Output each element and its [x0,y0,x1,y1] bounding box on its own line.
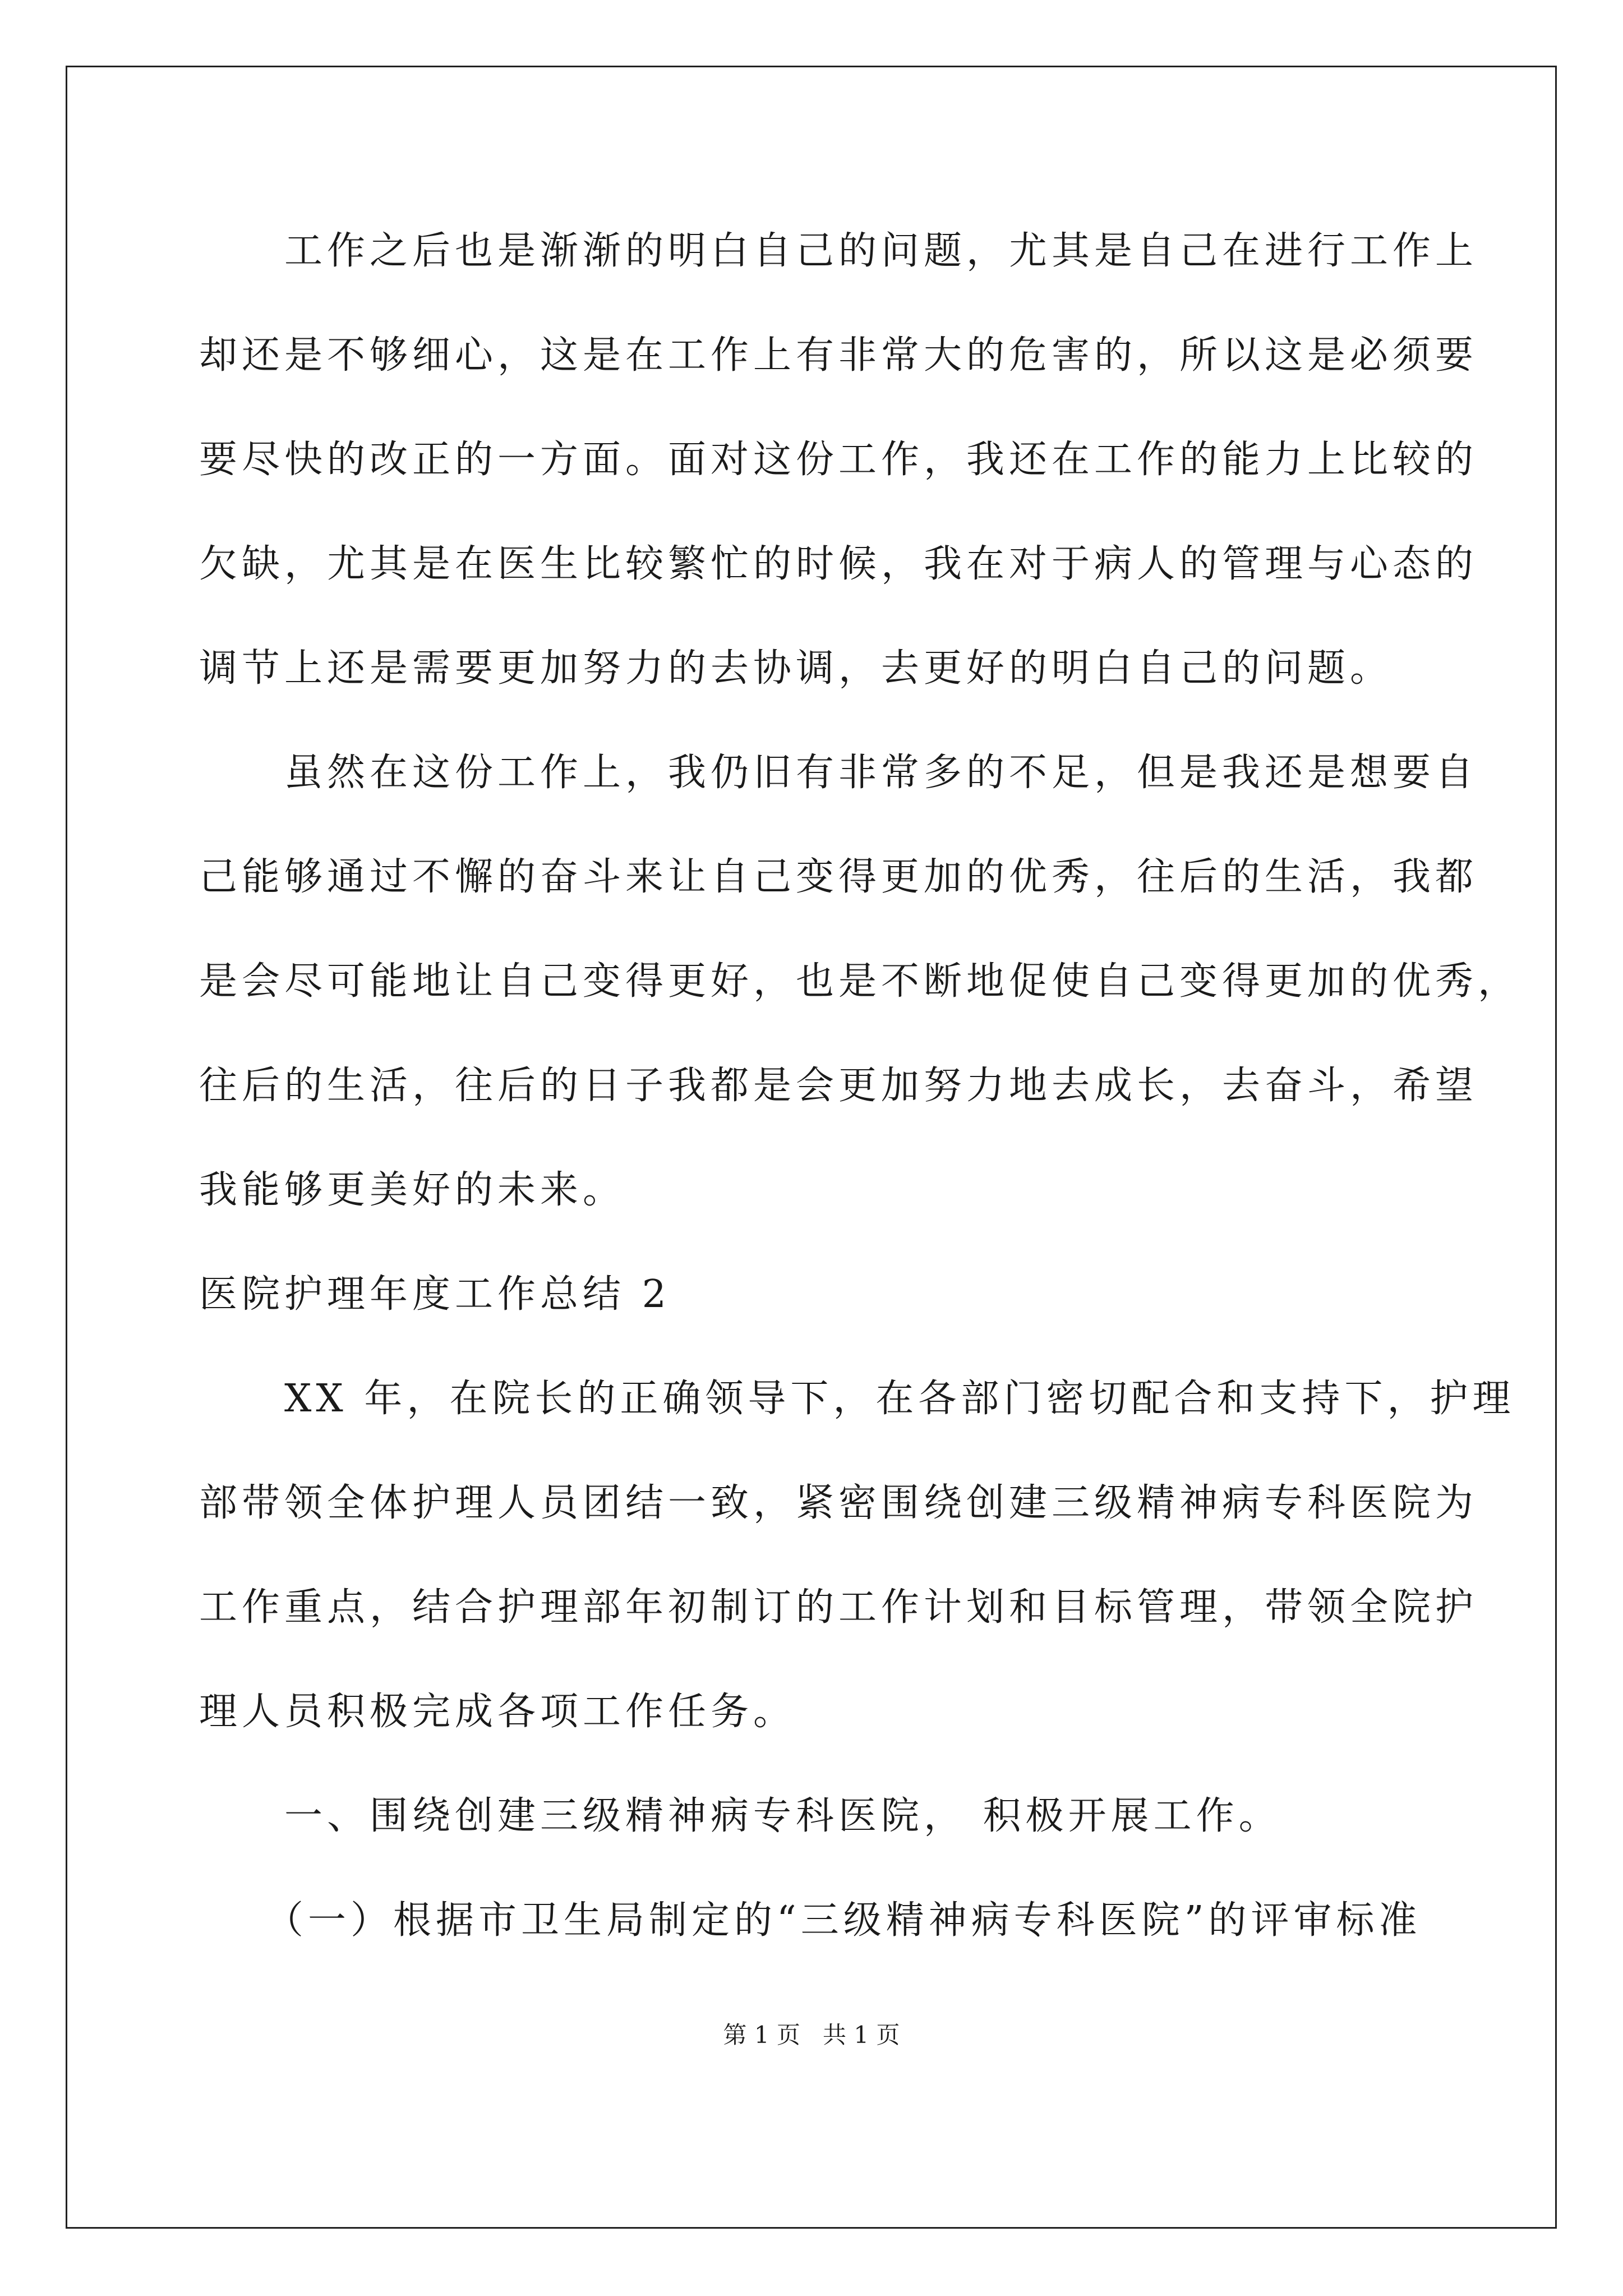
text-line: （一）根据市卫生局制定的“三级精神病专科医院”的评审标准 [199,1898,1422,1943]
section-heading: 医院护理年度工作总结 2 [199,1272,671,1317]
text-line: 是会尽可能地让自己变得更好，也是不断地促使自己变得更加的优秀， [199,959,1521,1004]
text-line: 虽然在这份工作上，我仍旧有非常多的不足，但是我还是想要自 [199,751,1478,795]
text-line: 工作重点，结合护理部年初制订的工作计划和目标管理，带领全院护 [199,1585,1478,1630]
text-line: 要尽快的改正的一方面。面对这份工作，我还在工作的能力上比较的 [199,438,1478,482]
text-line: 工作之后也是渐渐的明白自己的问题，尤其是自己在进行工作上 [199,229,1478,273]
text-line: 己能够通过不懈的奋斗来让自己变得更加的优秀，往后的生活，我都 [199,855,1478,899]
text-line: 理人员积极完成各项工作任务。 [199,1690,796,1734]
text-line: 我能够更美好的未来。 [199,1168,626,1212]
text-line: 一、围绕创建三级精神病专科医院， 积极开展工作。 [199,1794,1281,1838]
page-number-footer: 第 1 页 共 1 页 [723,2021,900,2049]
text-line: 往后的生活，往后的日子我都是会更加努力地去成长，去奋斗，希望 [199,1064,1478,1108]
text-line: 调节上还是需要更加努力的去协调，去更好的明白自己的问题。 [199,646,1393,691]
text-line: 却还是不够细心，这是在工作上有非常大的危害的，所以这是必须要 [199,333,1478,378]
text-line: 部带领全体护理人员团结一致，紧密围绕创建三级精神病专科医院为 [199,1481,1478,1525]
text-line: 欠缺，尤其是在医生比较繁忙的时候，我在对于病人的管理与心态的 [199,542,1478,586]
text-line: XX 年，在院长的正确领导下，在各部门密切配合和支持下，护理 [199,1377,1515,1421]
